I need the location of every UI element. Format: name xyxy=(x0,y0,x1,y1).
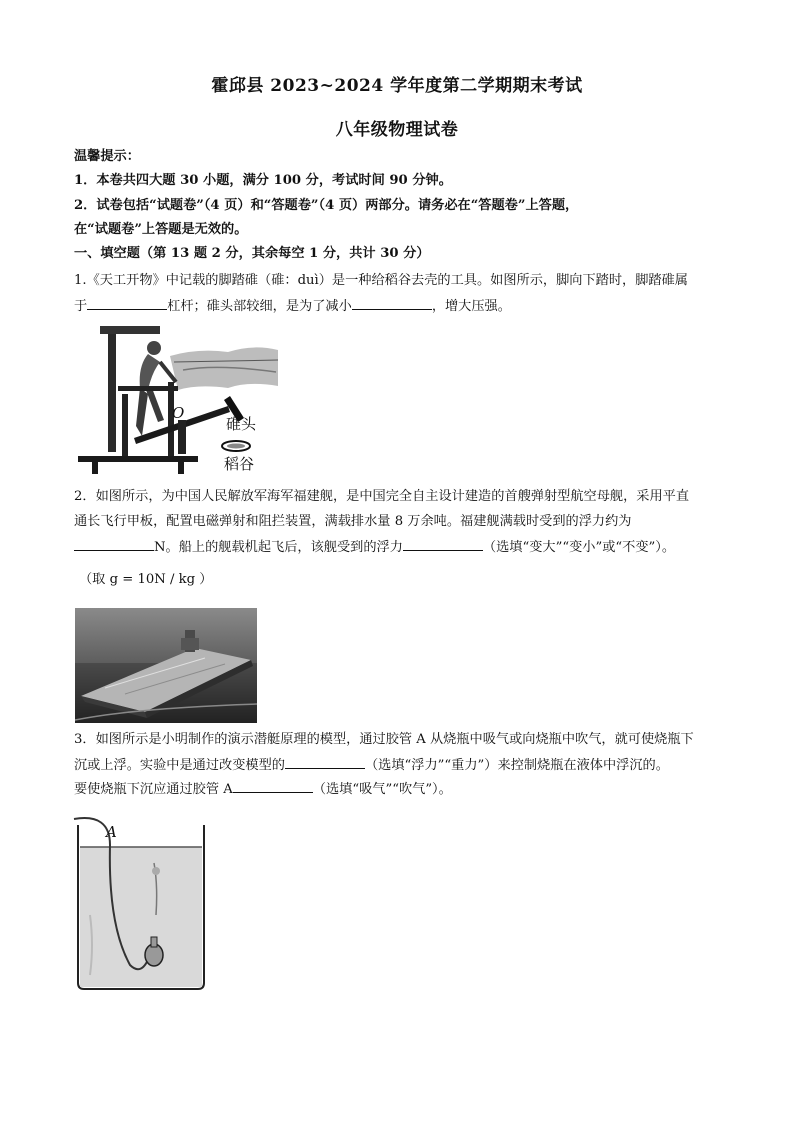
q1-text-c: ，增大压强。 xyxy=(431,299,511,314)
notice-item-2-line-1: 2．试卷包括“试题卷”（4 页）和“答题卷”（4 页）两部分。请务必在“答题卷”上答题， xyxy=(74,198,579,213)
q2-line-2: 通长飞行甲板，配置电磁弹射和阻拦装置，满载排水量 8 万余吨。福建舰满载时受到的浮力约为 xyxy=(74,514,632,529)
q2-blank-2[interactable] xyxy=(403,538,483,551)
tube-a-label: A xyxy=(106,823,117,841)
q3-figure xyxy=(70,815,212,995)
q1-text-b: 杠杆；碓头部较细，是为了减小 xyxy=(167,299,352,314)
q3-line-3 xyxy=(74,780,452,799)
q3-text-a: 沉或上浮。实验中是通过改变模型的 xyxy=(74,758,285,773)
pestle-head-label: 碓头 xyxy=(226,415,257,433)
q3-blank-2[interactable] xyxy=(233,780,313,793)
q1-text-a: 于 xyxy=(74,299,88,314)
q3-line-1: 3．如图所示是小明制作的演示潜艇原理的模型，通过胶管 A 从烧瓶中吸气或向烧瓶中吹气，就可使烧瓶下 xyxy=(74,732,694,747)
exam-title: 霍邱县 2023~2024 学年度第二学期期末考试 xyxy=(211,76,583,96)
q3-text-d: （选填“吸气”“吹气”）。 xyxy=(312,782,452,797)
notice-item-1: 1．本卷共四大题 30 小题，满分 100 分，考试时间 90 分钟。 xyxy=(74,173,452,188)
q2-figure xyxy=(75,608,257,723)
pivot-label: O xyxy=(172,404,185,422)
notice-heading: 温馨提示： xyxy=(74,149,140,164)
q2-constant-note: （取 g = 10N / kg ） xyxy=(79,572,213,587)
q3-text-c: 要使烧瓶下沉应通过胶管 A xyxy=(74,782,233,797)
notice-item-2-line-2: 在“试题卷”上答题是无效的。 xyxy=(74,222,248,237)
q1-line-1: 1.《天工开物》中记载的脚踏碓（碓：duì）是一种给稻谷去壳的工具。如图所示，脚向下踏时，脚踏碓属 xyxy=(74,273,688,288)
q2-line-1: 2．如图所示，为中国人民解放军海军福建舰，是中国完全自主设计建造的首艘弹射型航空母舰，采用平直 xyxy=(74,489,690,504)
exam-subtitle: 八年级物理试卷 xyxy=(335,120,459,140)
q1-line-2 xyxy=(74,297,511,316)
q3-text-b: （选填“浮力”“重力”）来控制烧瓶在液体中浮沉的。 xyxy=(365,758,669,773)
q3-line-2 xyxy=(74,756,669,775)
q1-figure xyxy=(78,326,282,474)
q2-text-b: （选填“变大”“变小”或“不变”）。 xyxy=(482,540,676,555)
q2-line-3 xyxy=(74,538,675,557)
q1-blank-2[interactable] xyxy=(352,297,432,310)
q3-blank-1[interactable] xyxy=(285,756,365,769)
q2-blank-1[interactable] xyxy=(74,538,154,551)
q1-blank-1[interactable] xyxy=(87,297,167,310)
rice-label: 稻谷 xyxy=(224,455,255,473)
q2-text-a: N。船上的舰载机起飞后，该舰受到的浮力 xyxy=(154,540,403,555)
section-heading: 一、填空题（第 13 题 2 分，其余每空 1 分，共计 30 分） xyxy=(74,246,430,261)
